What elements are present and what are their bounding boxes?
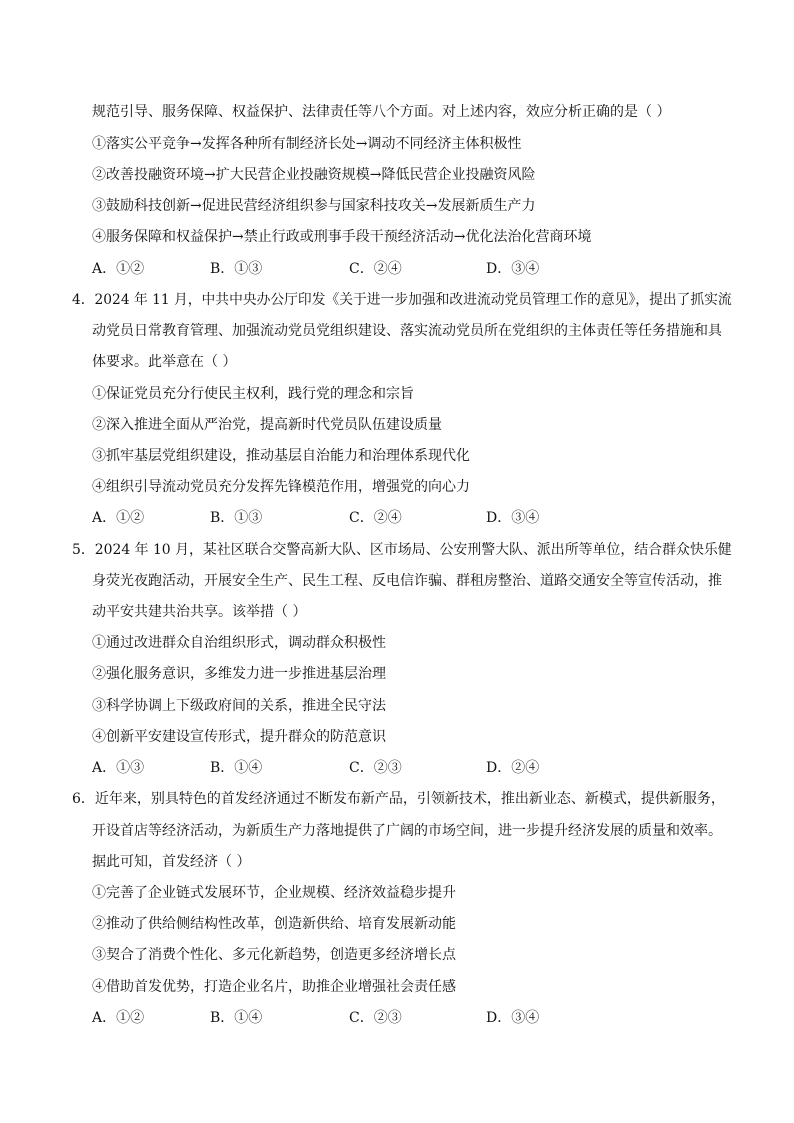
q3-option-1: ①落实公平竞争→发挥各种所有制经济长处→调动不同经济主体积极性 bbox=[92, 136, 522, 152]
choice-b: B．①③ bbox=[210, 510, 263, 526]
choice-b: B．①④ bbox=[210, 760, 263, 776]
q6-stem-line-2: 开设首店等经济活动，为新质生产力落地提供了广阔的市场空间，进一步提升经济发展的质量和效率。 bbox=[92, 823, 722, 839]
q4-stem-line-1: 4．2024 年 11 月，中共中央办公厅印发《关于进一步加强和改进流动党员管理工作的意见》，提出了抓实流 bbox=[72, 292, 732, 308]
q4-option-4: ④组织引导流动党员充分发挥先锋模范作用，增强党的向心力 bbox=[92, 479, 470, 495]
choice-c: C．②③ bbox=[349, 1010, 402, 1026]
q3-option-4: ④服务保障和权益保护→禁止行政或刑事手段干预经济活动→优化法治化营商环境 bbox=[92, 229, 592, 245]
q3-stem-line: 规范引导、服务保障、权益保护、法律责任等八个方面。对上述内容，效应分析正确的是（ ） bbox=[92, 104, 671, 120]
q4-option-1: ①保证党员充分行使民主权利，践行党的理念和宗旨 bbox=[92, 386, 414, 402]
q4-option-3: ③抓牢基层党组织建设，推动基层自治能力和治理体系现代化 bbox=[92, 448, 470, 464]
choice-d: D．②④ bbox=[486, 760, 540, 776]
q6-option-3: ③契合了消费个性化、多元化新趋势，创造更多经济增长点 bbox=[92, 947, 456, 963]
choice-c: C．②④ bbox=[349, 510, 402, 526]
q3-option-3: ③鼓励科技创新→促进民营经济组织参与国家科技攻关→发展新质生产力 bbox=[92, 198, 536, 214]
q4-stem-line-2: 动党员日常教育管理、加强流动党员党组织建设、落实流动党员所在党组织的主体责任等任务措施和具 bbox=[92, 323, 722, 339]
choice-a: A．①② bbox=[92, 510, 145, 526]
q5-stem-line-3: 动平安共建共治共享。该举措（ ） bbox=[92, 604, 307, 620]
q5-option-2: ②强化服务意识，多维发力进一步推进基层治理 bbox=[92, 666, 386, 682]
q6-option-1: ①完善了企业链式发展环节，企业规模、经济效益稳步提升 bbox=[92, 885, 456, 901]
choice-a: A．①③ bbox=[92, 760, 145, 776]
choice-d: D．③④ bbox=[486, 1010, 540, 1026]
choice-b: B．①③ bbox=[210, 261, 263, 277]
q5-stem-line-1: 5．2024 年 10 月，某社区联合交警高新大队、区市场局、公安刑警大队、派出所等单位，结合群众快乐健 bbox=[72, 542, 732, 558]
choice-b: B．①④ bbox=[210, 1010, 263, 1026]
choice-d: D．③④ bbox=[486, 261, 540, 277]
choice-a: A．①② bbox=[92, 261, 145, 277]
q6-stem-line-1: 6．近年来，别具特色的首发经济通过不断发布新产品，引领新技术，推出新业态、新模式，提供新服务， bbox=[72, 791, 725, 807]
q5-stem-line-2: 身荧光夜跑活动，开展安全生产、民生工程、反电信诈骗、群租房整治、道路交通安全等宣传活动，推 bbox=[92, 573, 722, 589]
q5-option-3: ③科学协调上下级政府间的关系，推进全民守法 bbox=[92, 698, 386, 714]
q6-option-4: ④借助首发优势，打造企业名片，助推企业增强社会责任感 bbox=[92, 979, 456, 995]
q4-stem-line-3: 体要求。此举意在（ ） bbox=[92, 354, 237, 370]
q4-option-2: ②深入推进全面从严治党，提高新时代党员队伍建设质量 bbox=[92, 417, 442, 433]
q6-stem-line-3: 据此可知，首发经济（ ） bbox=[92, 854, 251, 870]
q3-option-2: ②改善投融资环境→扩大民营企业投融资规模→降低民营企业投融资风险 bbox=[92, 167, 536, 183]
choice-c: C．②④ bbox=[349, 261, 402, 277]
q5-option-4: ④创新平安建设宣传形式，提升群众的防范意识 bbox=[92, 729, 386, 745]
choice-a: A．①② bbox=[92, 1010, 145, 1026]
q6-option-2: ②推动了供给侧结构性改革，创造新供给、培育发展新动能 bbox=[92, 916, 456, 932]
q5-option-1: ①通过改进群众自治组织形式，调动群众积极性 bbox=[92, 635, 386, 651]
choice-d: D．③④ bbox=[486, 510, 540, 526]
choice-c: C．②③ bbox=[349, 760, 402, 776]
